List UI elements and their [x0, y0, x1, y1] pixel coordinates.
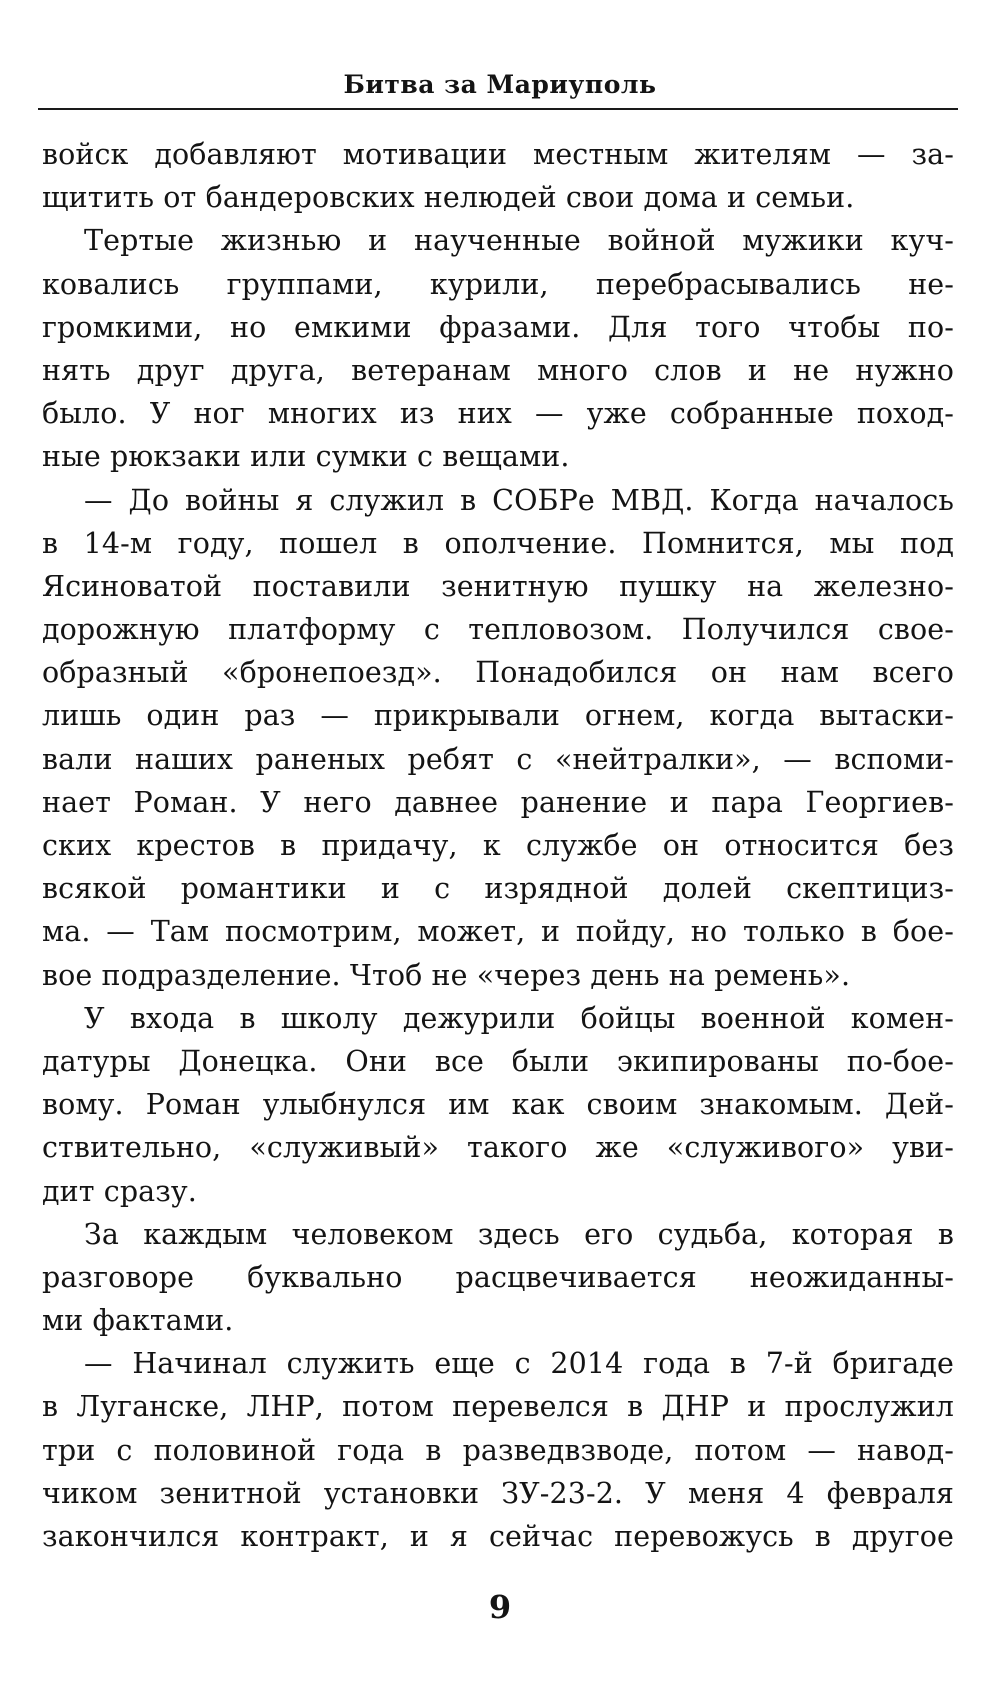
- text-line: ковались группами, курили, перебрасывались не-: [42, 267, 954, 301]
- text-line: За каждым человеком здесь его судьба, которая в: [84, 1217, 954, 1251]
- text-line: ма. — Там посмотрим, может, и пойду, но только в бое-: [42, 915, 954, 949]
- text-line: разговоре буквально расцвечивается неожиданны-: [42, 1260, 954, 1294]
- text-line: Тертые жизнью и наученные войной мужики куч-: [84, 224, 954, 258]
- text-line: Ясиноватой поставили зенитную пушку на железно-: [42, 569, 954, 603]
- text-line: всякой романтики и с изрядной долей скептициз-: [42, 872, 954, 906]
- text-line: вому. Роман улыбнулся им как своим знакомым. Дей-: [42, 1088, 954, 1122]
- text-line: в 14-м году, пошел в ополчение. Помнится, мы под: [42, 526, 954, 560]
- running-title: Битва за Мариуполь: [343, 70, 657, 99]
- text-line: образный «бронепоезд». Понадобился он нам всего: [42, 656, 954, 690]
- text-line: войск добавляют мотивации местным жителям — за-: [42, 138, 954, 171]
- text-line: вали наших раненых ребят с «нейтралки», — вспоми-: [42, 742, 954, 776]
- text-line: было. У ног многих из них — уже собранные поход-: [42, 397, 954, 431]
- text-line: нять друг друга, ветеранам много слов и не нужно: [42, 353, 954, 387]
- text-line: — До войны я служил в СОБРе МВД. Когда началось: [84, 483, 954, 517]
- text-line: три с половиной года в разведвзводе, потом — навод-: [42, 1433, 954, 1467]
- text-line: ные рюкзаки или сумки с вещами.: [42, 440, 570, 474]
- text-line: ствительно, «служивый» такого же «служивого» уви-: [42, 1131, 954, 1165]
- text-line: в Луганске, ЛНР, потом перевелся в ДНР и прослужил: [42, 1390, 954, 1424]
- text-line: — Начинал служить еще с 2014 года в 7-й бригаде: [84, 1347, 954, 1381]
- text-line: нает Роман. У него давнее ранение и пара Георгиев-: [42, 785, 954, 819]
- header-rule: [38, 108, 958, 110]
- text-line: чиком зенитной установки ЗУ-23-2. У меня 4 февраля: [42, 1476, 954, 1510]
- text-line: вое подразделение. Чтоб не «через день на ремень».: [42, 958, 851, 992]
- text-line: щитить от бандеровских нелюдей свои дома и семьи.: [42, 181, 855, 215]
- text-line: закончился контракт, и я сейчас перевожусь в другое: [42, 1520, 954, 1553]
- text-line: ми фактами.: [42, 1304, 234, 1338]
- text-line: У входа в школу дежурили бойцы военной комен-: [84, 1001, 954, 1035]
- text-line: дит сразу.: [42, 1174, 197, 1208]
- text-line: дорожную платформу с тепловозом. Получился свое-: [42, 613, 954, 647]
- text-line: лишь один раз — прикрывали огнем, когда вытаски-: [42, 699, 954, 733]
- body-text: [42, 133, 954, 1558]
- text-line: датуры Донецка. Они все были экипированы по-бое-: [42, 1044, 954, 1078]
- text-line: ских крестов в придачу, к службе он относится без: [42, 829, 954, 862]
- text-line: громкими, но емкими фразами. Для того чтобы по-: [42, 310, 954, 344]
- page-number: 9: [488, 1588, 512, 1626]
